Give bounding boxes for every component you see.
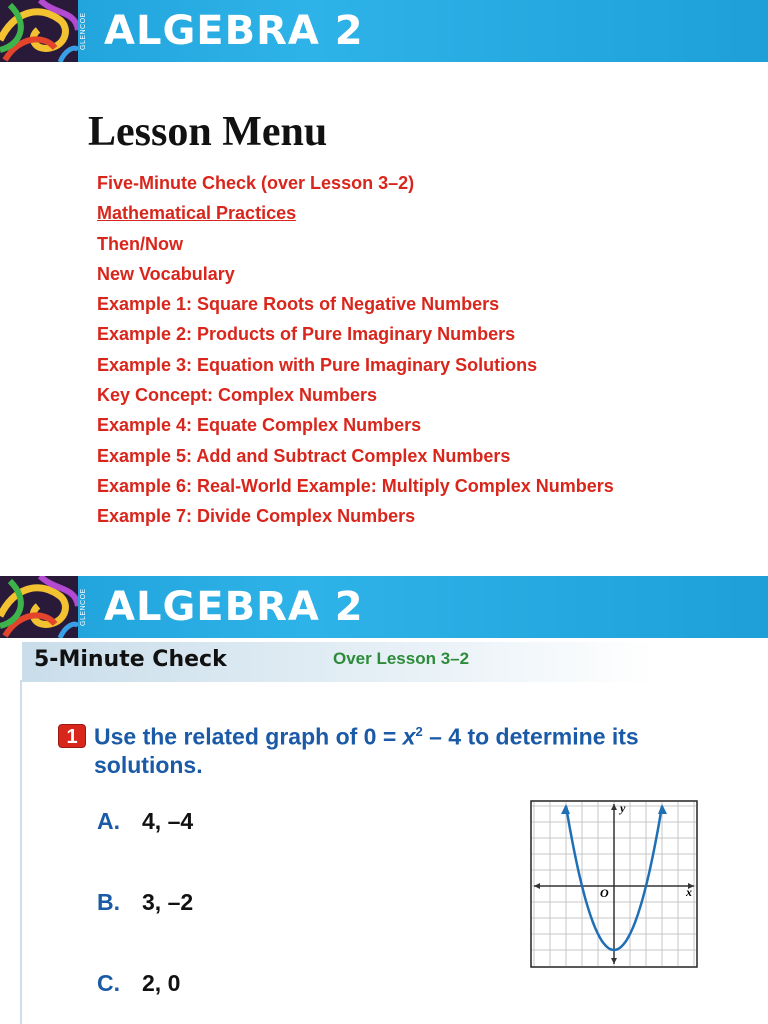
choice-value: 3, –2 (142, 889, 194, 915)
origin-label: O (600, 886, 609, 900)
question-text: Use the related graph of $0 = x^2 - 4$ to determine its solutions. (94, 723, 639, 778)
swirl-logo-icon (0, 576, 78, 638)
menu-item-new-vocabulary[interactable]: New Vocabulary (97, 263, 235, 284)
left-rule (20, 680, 22, 1024)
page-title: Lesson Menu (88, 109, 328, 155)
check-subtitle: Over Lesson 3–2 (333, 649, 470, 668)
choice-letter: B. (97, 889, 120, 915)
menu-item-example-6[interactable]: Example 6: Real-World Example: Multiply Complex Numbers (97, 475, 614, 496)
menu-item-example-5[interactable]: Example 5: Add and Subtract Complex Numbers (97, 445, 511, 466)
menu-item-example-4[interactable]: Example 4: Equate Complex Numbers (97, 415, 422, 436)
choice-value: 4, –4 (142, 808, 194, 834)
menu-item-example-2[interactable]: Example 2: Products of Pure Imaginary Numbers (97, 324, 516, 345)
question-number-badge: 1 (58, 724, 86, 748)
choice-b[interactable] (97, 889, 193, 916)
menu-item-then-now[interactable]: Then/Now (97, 233, 183, 254)
choice-letter: C. (97, 970, 120, 996)
choice-c[interactable] (97, 970, 180, 997)
y-axis-label: y (620, 801, 626, 815)
publisher-label: GLENCOE (80, 12, 87, 50)
publisher-label: GLENCOE (80, 588, 87, 626)
banner-title: ALGEBRA 2 (104, 8, 364, 54)
check-title: 5-Minute Check (34, 647, 227, 672)
banner-title: ALGEBRA 2 (104, 584, 364, 630)
choice-value: 2, 0 (142, 970, 181, 996)
title-banner (0, 576, 768, 638)
menu-item-mathematical-practices[interactable]: Mathematical Practices (97, 203, 297, 224)
title-banner (0, 0, 768, 62)
menu-item-example-3[interactable]: Example 3: Equation with Pure Imaginary Solutions (97, 354, 538, 375)
menu-item-example-7[interactable]: Example 7: Divide Complex Numbers (97, 506, 416, 527)
x-axis-label: x (686, 885, 692, 899)
swirl-logo-icon (0, 0, 78, 62)
menu-item-five-minute-check[interactable]: Five-Minute Check (over Lesson 3–2) (97, 173, 415, 193)
menu-item-key-concept[interactable]: Key Concept: Complex Numbers (97, 385, 378, 406)
lesson-menu-list (97, 170, 614, 534)
five-minute-check-slide (0, 576, 768, 1024)
choice-a[interactable] (97, 808, 193, 835)
slide-divider (0, 558, 768, 576)
choice-letter: A. (97, 808, 120, 834)
parabola-graph (530, 800, 698, 968)
menu-item-example-1[interactable]: Example 1: Square Roots of Negative Numbers (97, 294, 500, 315)
